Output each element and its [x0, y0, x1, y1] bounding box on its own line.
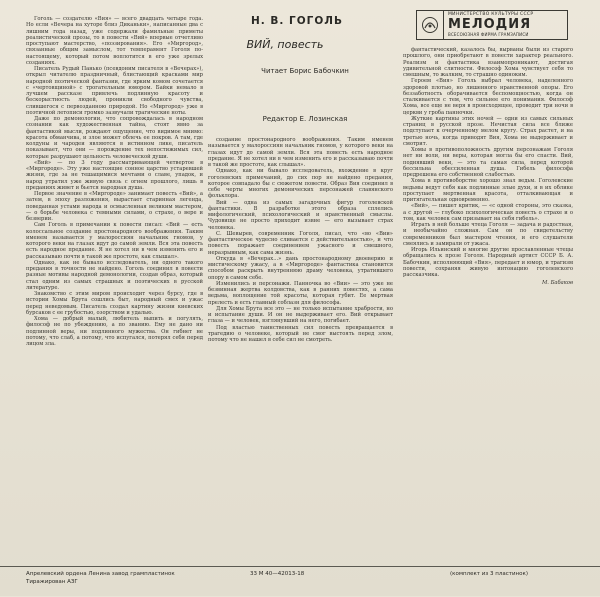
paragraph: Писатель Рудый Панько (псевдоним писателя в «Вечерах»), открыл читателю праздничный, блистающий красками мир народной поэтической фантазии, где ярким комом сочетается с «чертовщиной» с трогательным юмором. Байки немало в лучшем рассказе привлечь подлинную красоту и бескорыстность людей, проникли свободного чувства, слившегося с первозданною природой. Но «Миргород» уже в поэтичной летописи громко зазвучали трагические ноты.: [26, 66, 203, 116]
melodiya-logo: [416, 10, 568, 40]
catalog-number: 33 М 40—42013-18: [250, 571, 305, 577]
paragraph: «Вий» — по 3 году рассматривающей четвертое в «Миргороде». Эту уже настоящие сонное царство устаревшей жизни, где за не тешащимися мечтами о славе, упадок, и народ утратил уже живую связь с огнем прошлого, лишь в преданиях живет и бьется народная душа.: [26, 159, 203, 191]
paragraph: Под властью таинственных сил повесть превращается в трагедию о человеке, который не смог выстоять перед злом, потому что не нашел в себе сил не смотреть.: [208, 324, 393, 343]
work-title: ВИЙ, повесть: [246, 38, 324, 51]
logo-subtitle-bottom: ВСЕСОЮЗНАЯ ФИРМА ГРАМЗАПИСИ: [448, 32, 529, 37]
author-name: Н. В. ГОГОЛЬ: [250, 15, 344, 27]
paragraph: Даже по демонологии, что сопровождалась в народном сознании как художественная тайна, стоят явно за фантастикой мысли, рождают ощущение, что видимое мнимо: красота обманчива, и злое может облечь ее покров. А там, где колдуны и чародеи являются в истинном лике, писатель показывает, что они — порождение тех непостижимых сил, которые разрушают цельность человеческой души.: [26, 116, 203, 160]
paragraph: фантастический, казалось бы, вырваны были из старого прошлого, они приобретают в повести характер реального. Реализм и фантастика взаимопроникают, достигая удивительной слитности. Философ Хома чувствует себя то смешным, то жалким, то страшно одиноким.: [403, 47, 573, 78]
author-signature: М. Бабаков: [541, 280, 573, 287]
paragraph: Играть в ней больше чтеца Гоголя — задача и радостная, и необычайно сложная. Сам он по свидетельству современников был мастером чтения, и его слушатели смеялись и замирали от ужаса.: [403, 222, 573, 247]
logo-subtitle-top: МИНИСТЕРСТВО КУЛЬТУРЫ СССР: [448, 12, 534, 17]
paragraph: «Вий», — пишет критик, — «с одной стороны, это сказка, а с другой — глубоко психологическая повесть о страхе и о том, как человек сам призывает на себя гибель».: [403, 203, 573, 222]
printer-line: Тиражирован АЗГ: [26, 578, 78, 585]
set-note: (комплект из 3 пластинок): [450, 571, 528, 577]
footer: [0, 566, 600, 597]
manufacturer-info: [26, 571, 175, 586]
text-column-3: [403, 47, 573, 565]
paragraph: создание простонародного воображения. Таким именем называется у малороссиян начальник гномов, у которого веки на глазах идут до самой земли. Вся эта повесть есть народное предание. Я не хотел ни в чем изменить его и рассказываю почти в такой же простоте, как слышал».: [208, 137, 393, 168]
paragraph: С. Шевырев, современник Гоголя, писал, что «во «Вии» фантастическое чудесно сливается с действительностью», и что повесть поражает соединением ужасного и смешного, неразрывным, как сама жизнь.: [208, 230, 393, 256]
paragraph: Первое значение в «Миргороде» занимает повесть «Вий», а затем, в эпоху разложения, вырастает старинная легенда, поведанная устами народа и осмысленная великим мастером, — о борьбе человека с темными силами, о страхе, о вере и безверии.: [26, 191, 203, 222]
logo-brand: МЕЛОДИЯ: [448, 17, 532, 32]
paragraph: Однако, как не бывало исследователь, ни одного такого предания в точности не найдено. Гоголь соединил в повести разные мотивы народной демонологии, создав образ, который стал одним из самых страшных и поэтических в русской литературе.: [26, 259, 203, 291]
paragraph: Игорь Ильинский и многие другие прославленные чтецы обращались к прозе Гоголя. Народный артист СССР Б. А. Бабочкин, исполняющий «Вия», передает и юмор, и трагизм повести, сохраняя живую интонацию гоголевского рассказчика.: [403, 247, 573, 278]
paragraph: Хома в противоборстве хорошо знал ведьм. Гоголевские ведьмы ведут себя как подлинные злые духи, и в их облике проступает мертвенная красота, отталкивающая и притягательная одновременно.: [403, 178, 573, 203]
logo-text: [444, 11, 567, 39]
manufacturer-line: Апрелевский ордена Ленина завод грампластинок: [26, 571, 175, 577]
paragraph: Хомы в противоположность другим персонажам Гоголя нет ни воли, ни веры, которая могла бы его спасти. Вий, поднявший веки, — это та самая сила, перед которой бессильна обессиленная душа. Гибель философа предрешена его собственной слабостью.: [403, 147, 573, 178]
paragraph: Вий — одна из самых загадочных фигур гоголевской фантастики. В разработке этого образа сплелись мифологический, психологический и нравственный смыслы. Чудовище не просто приходит извне — его вызывает страх человека.: [208, 199, 393, 231]
paragraph: Хома — добрый малый, любитель выпить и погулять, философ не по убеждению, а по званию. Ему не дано ни подлинной веры, ни подлинного мужества. Он гибнет не потому, что слаб, а потому, что испугался, потерял себя перед лицом зла.: [26, 316, 203, 347]
text-column-2: [208, 137, 393, 560]
paragraph: Изменились и персонажи. Панночка во «Вии» — это уже не безвинная жертва колдовства, как в ранних повестях, а сама ведьма, воплощение той красоты, которая губит. Ее мертвая прелесть и есть главный соблазн для философа.: [208, 280, 393, 306]
text-column-1: [26, 16, 203, 560]
editor-credit: Редактор Е. Лозинская: [262, 115, 348, 123]
paragraph: Для Хомы Брута все это — не только испытание храбрости, но и испытание души. И он не выдерживает его. Вий открывает глаза — и человек, взглянувший на него, погибает.: [208, 305, 393, 325]
melodiya-emblem-icon: [417, 11, 444, 39]
paragraph: Знакомство с этим миром происходит через бурсу, где в истории Хомы Брута сошлись быт, народный смех и ужас перед неведомым. Писатель создал картину жизни киевских бурсаков с ее грубостью, озорством и удалью.: [26, 291, 203, 316]
paragraph: Гоголь — создателю «Вия» — всего двадцать четыре года. Но если «Вечера на хуторе близ Диканьки», написанные два с лишним года назад, уже содержали фамильные приметы реалистической прозы, то в повести «Вий» впервые отчетливо проступают мастерство, «поэзирования». Его «Миргород», связанные общим замыслом, тот темперамент Гоголя по-настоящему, который потом воплотится в его уже зрелых созданиях.: [26, 16, 203, 66]
paragraph: Героем «Вия» Гоголь выбрал человека, наделенного здоровой плотью, но лишенного нравственной опоры. Его беззаботность оборачивается беспомощностью, когда он сталкивается с тем, что сильнее его понимания. Философ Хома, все еще не веря в происходящее, проводит три ночи в церкви у гроба панночки.: [403, 78, 573, 116]
paragraph: Жуткие картины этих ночей — одни из самых сильных страниц в русской прозе. Нечистая сила все ближе подступает к очерченному мелом кругу. Страх растет, и на третью ночь, когда приводят Вия, Хома не выдерживает и смотрит.: [403, 115, 573, 147]
reader-credit: Читает Борис Бабочкин: [261, 67, 349, 75]
paragraph: Сам Гоголь в примечании к повести писал: «Вий — есть колоссальное создание простонародного воображения. Таким именем называется у малороссиян начальник гномов, у которого веки на глазах идут до самой земли. Вся эта повесть есть народное предание. Я не хотел ни в чем изменить его и рассказываю почти в такой же простоте, как слышал».: [26, 222, 203, 260]
paragraph: Откуда в «Вечерах...» дань простонародному двоеверию и мистическому ужасу, а в «Миргороде» фантастика становится способом раскрыть внутреннюю драму человека, утратившего опору в самом себе.: [208, 255, 393, 281]
paragraph: Однако, как ни бывало исследователь, вхождение в круг гоголевских примечаний, до сих пор не найдено предания, которое совпадало бы с сюжетом повести. Образ Вия соединил в себе черты многих демонических персонажей славянского фольклора.: [208, 168, 393, 200]
